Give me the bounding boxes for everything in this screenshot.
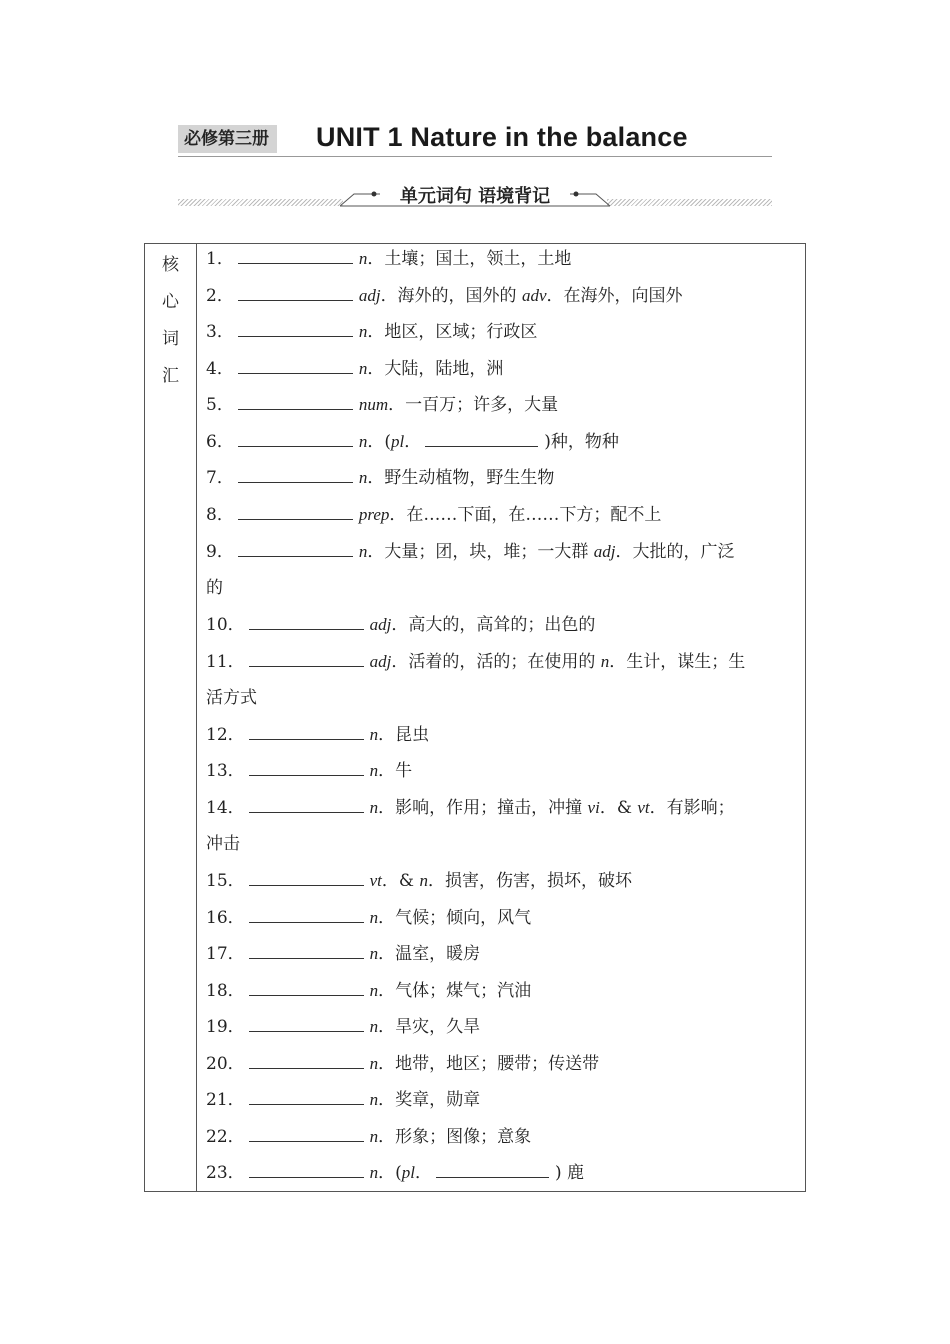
row-number: 3． bbox=[206, 322, 234, 342]
row-number: 6． bbox=[206, 432, 234, 452]
row-number: 17． bbox=[206, 944, 245, 964]
part-of-speech: n bbox=[358, 432, 368, 451]
part-of-speech: n bbox=[369, 908, 379, 927]
part-of-speech: n bbox=[419, 871, 428, 890]
answer-blank[interactable] bbox=[238, 541, 353, 557]
row-meaning: ．昆虫 bbox=[378, 725, 430, 745]
vocab-row-17 bbox=[206, 943, 480, 964]
row-number: 15． bbox=[206, 871, 245, 891]
row-meaning: ．气体；煤气；汽油 bbox=[378, 981, 532, 1001]
part-of-speech: vi bbox=[587, 798, 600, 817]
answer-blank[interactable] bbox=[249, 980, 364, 996]
part-of-speech: adj bbox=[358, 286, 381, 305]
row-meaning: ) 鹿 bbox=[555, 1163, 585, 1183]
row-meaning: ．大量；团，块，堆；一大群 bbox=[367, 542, 594, 562]
part-of-speech: adj bbox=[369, 615, 392, 634]
row-meaning: ．一百万；许多，大量 bbox=[388, 395, 559, 415]
row-number: 11． bbox=[206, 652, 245, 672]
row-meaning: ．地区，区域；行政区 bbox=[367, 322, 538, 342]
row-meaning: ．有影响； bbox=[649, 798, 735, 818]
vocab-row-12 bbox=[206, 724, 429, 745]
vocab-row-2 bbox=[206, 285, 683, 306]
vocab-row-21 bbox=[206, 1089, 480, 1110]
section-banner bbox=[178, 180, 772, 212]
answer-blank[interactable] bbox=[249, 760, 364, 776]
row-number: 22． bbox=[206, 1127, 245, 1147]
answer-blank[interactable] bbox=[238, 358, 353, 374]
vocab-row-3 bbox=[206, 321, 537, 342]
answer-blank[interactable] bbox=[238, 467, 353, 483]
row-meaning: ．气候；倾向，风气 bbox=[378, 908, 532, 928]
plural-marker: pl bbox=[401, 1163, 416, 1182]
vocab-row-5 bbox=[206, 394, 558, 415]
unit-title: UNIT 1 Nature in the balance bbox=[316, 122, 688, 152]
answer-blank[interactable] bbox=[249, 614, 364, 630]
part-of-speech: adj bbox=[369, 652, 392, 671]
part-of-speech: n bbox=[358, 359, 368, 378]
label-char: 词 bbox=[162, 329, 179, 349]
part-of-speech: n bbox=[369, 1090, 379, 1109]
answer-blank[interactable] bbox=[249, 724, 364, 740]
answer-blank[interactable] bbox=[238, 431, 353, 447]
row-number: 18． bbox=[206, 981, 245, 1001]
row-meaning: ．在海外，向国外 bbox=[546, 286, 683, 306]
section-title-frame bbox=[340, 180, 610, 208]
part-of-speech: adj bbox=[593, 542, 616, 561]
row-number: 7． bbox=[206, 468, 234, 488]
vocab-row-4 bbox=[206, 358, 503, 379]
row-meaning: ．损害，伤害，损坏，破坏 bbox=[427, 871, 632, 891]
row-number: 23． bbox=[206, 1163, 245, 1183]
answer-blank[interactable] bbox=[249, 1016, 364, 1032]
row-meaning: ．形象；图像；意象 bbox=[378, 1127, 532, 1147]
row-meaning: ．& bbox=[599, 798, 638, 818]
row-meaning: ．高大的，高耸的；出色的 bbox=[391, 615, 596, 635]
part-of-speech: n bbox=[369, 761, 379, 780]
row-number: 9． bbox=[206, 542, 234, 562]
part-of-speech: vt bbox=[369, 871, 382, 890]
row-meaning: ．大批的，广泛 bbox=[615, 542, 735, 562]
part-of-speech: n bbox=[600, 652, 610, 671]
row-meaning: ．大陆，陆地，洲 bbox=[367, 359, 504, 379]
answer-blank[interactable] bbox=[238, 285, 353, 301]
header-divider bbox=[178, 156, 772, 157]
row-meaning: ．影响，作用；撞击，冲撞 bbox=[378, 798, 588, 818]
vocab-row-15 bbox=[206, 870, 632, 891]
row-number: 13． bbox=[206, 761, 245, 781]
answer-blank[interactable] bbox=[249, 651, 364, 667]
row-meaning: ．旱灾，久旱 bbox=[378, 1017, 481, 1037]
row-meaning: ．奖章，勋章 bbox=[378, 1090, 481, 1110]
row-number: 10． bbox=[206, 615, 245, 635]
row-meaning: ．生计，谋生；生 bbox=[609, 652, 746, 672]
answer-blank[interactable] bbox=[249, 1162, 364, 1178]
vocab-row-22 bbox=[206, 1126, 531, 1147]
row-meaning: ．在……下面，在……下方；配不上 bbox=[389, 505, 662, 525]
page-header bbox=[178, 122, 772, 162]
vocab-row-7 bbox=[206, 467, 554, 488]
part-of-speech: n bbox=[358, 542, 368, 561]
part-of-speech: n bbox=[369, 1163, 379, 1182]
row-number: 8． bbox=[206, 505, 234, 525]
label-char: 核 bbox=[162, 255, 179, 275]
part-of-speech: n bbox=[358, 468, 368, 487]
plural-dot: ． bbox=[415, 1163, 433, 1183]
row-meaning: ．活着的，活的；在使用的 bbox=[391, 652, 601, 672]
row-meaning: ．( bbox=[367, 432, 391, 452]
answer-blank[interactable] bbox=[238, 321, 353, 337]
row-meaning: ．土壤；国土，领土，土地 bbox=[367, 249, 572, 269]
answer-blank[interactable] bbox=[249, 1126, 364, 1142]
row-meaning: ．温室，暖房 bbox=[378, 944, 481, 964]
vocab-row-14 bbox=[206, 797, 735, 818]
part-of-speech: n bbox=[369, 1127, 379, 1146]
part-of-speech: n bbox=[369, 1017, 379, 1036]
part-of-speech: vt bbox=[637, 798, 650, 817]
answer-blank[interactable] bbox=[249, 797, 364, 813]
vocab-row-6 bbox=[206, 431, 619, 452]
vocab-row-9-continuation: 的 bbox=[206, 578, 223, 598]
plural-marker: pl bbox=[390, 432, 405, 451]
vocab-row-9 bbox=[206, 541, 734, 562]
vocab-row-23 bbox=[206, 1162, 584, 1183]
row-number: 16． bbox=[206, 908, 245, 928]
part-of-speech: prep bbox=[358, 505, 390, 524]
row-meaning: ．& bbox=[381, 871, 420, 891]
row-number: 12． bbox=[206, 725, 245, 745]
part-of-speech: n bbox=[369, 798, 379, 817]
vocab-row-13 bbox=[206, 760, 412, 781]
hatch-decoration-right bbox=[607, 199, 772, 206]
vocab-row-10 bbox=[206, 614, 595, 635]
answer-blank[interactable] bbox=[238, 248, 353, 264]
vocab-row-20 bbox=[206, 1053, 599, 1074]
row-meaning: ．地带，地区；腰带；传送带 bbox=[378, 1054, 600, 1074]
answer-blank[interactable] bbox=[238, 394, 353, 410]
row-meaning: ．( bbox=[378, 1163, 402, 1183]
row-meaning: ．野生动植物，野生生物 bbox=[367, 468, 555, 488]
answer-blank[interactable] bbox=[249, 1053, 364, 1069]
part-of-speech: adv bbox=[521, 286, 547, 305]
row-number: 4． bbox=[206, 359, 234, 379]
hatch-decoration-left bbox=[178, 199, 343, 206]
vocab-row-11-continuation: 活方式 bbox=[206, 688, 257, 708]
row-number: 19． bbox=[206, 1017, 245, 1037]
book-label: 必修第三册 bbox=[178, 125, 277, 153]
answer-blank[interactable] bbox=[238, 504, 353, 520]
row-number: 14． bbox=[206, 798, 245, 818]
row-meaning: ．牛 bbox=[378, 761, 413, 781]
row-number: 5． bbox=[206, 395, 234, 415]
row-number: 2． bbox=[206, 286, 234, 306]
label-char: 汇 bbox=[162, 366, 179, 386]
part-of-speech: n bbox=[369, 944, 379, 963]
vocab-row-11 bbox=[206, 651, 745, 672]
vocab-row-18 bbox=[206, 980, 531, 1001]
answer-blank[interactable] bbox=[249, 907, 364, 923]
row-meaning: ．海外的，国外的 bbox=[380, 286, 522, 306]
vocab-row-14-continuation: 冲击 bbox=[206, 834, 240, 854]
row-number: 21． bbox=[206, 1090, 245, 1110]
section-title: 单元词句 语境背记 bbox=[399, 186, 551, 207]
plural-answer-blank[interactable] bbox=[425, 431, 538, 447]
row-number: 1． bbox=[206, 249, 234, 269]
vocab-row-1 bbox=[206, 248, 571, 269]
part-of-speech: n bbox=[369, 981, 379, 1000]
part-of-speech: num bbox=[358, 395, 389, 414]
part-of-speech: n bbox=[358, 322, 368, 341]
answer-blank[interactable] bbox=[249, 870, 364, 886]
part-of-speech: n bbox=[369, 1054, 379, 1073]
part-of-speech: n bbox=[358, 249, 368, 268]
plural-dot: ． bbox=[404, 432, 422, 452]
answer-blank[interactable] bbox=[249, 1089, 364, 1105]
plural-answer-blank[interactable] bbox=[436, 1162, 549, 1178]
vocabulary-table bbox=[144, 243, 806, 1192]
row-number: 20． bbox=[206, 1054, 245, 1074]
table-label-column bbox=[145, 244, 197, 1191]
answer-blank[interactable] bbox=[249, 943, 364, 959]
row-meaning: )种，物种 bbox=[544, 432, 619, 452]
vocab-row-8 bbox=[206, 504, 661, 525]
vocab-row-16 bbox=[206, 907, 531, 928]
part-of-speech: n bbox=[369, 725, 379, 744]
vocab-row-19 bbox=[206, 1016, 480, 1037]
label-char: 心 bbox=[162, 292, 179, 312]
